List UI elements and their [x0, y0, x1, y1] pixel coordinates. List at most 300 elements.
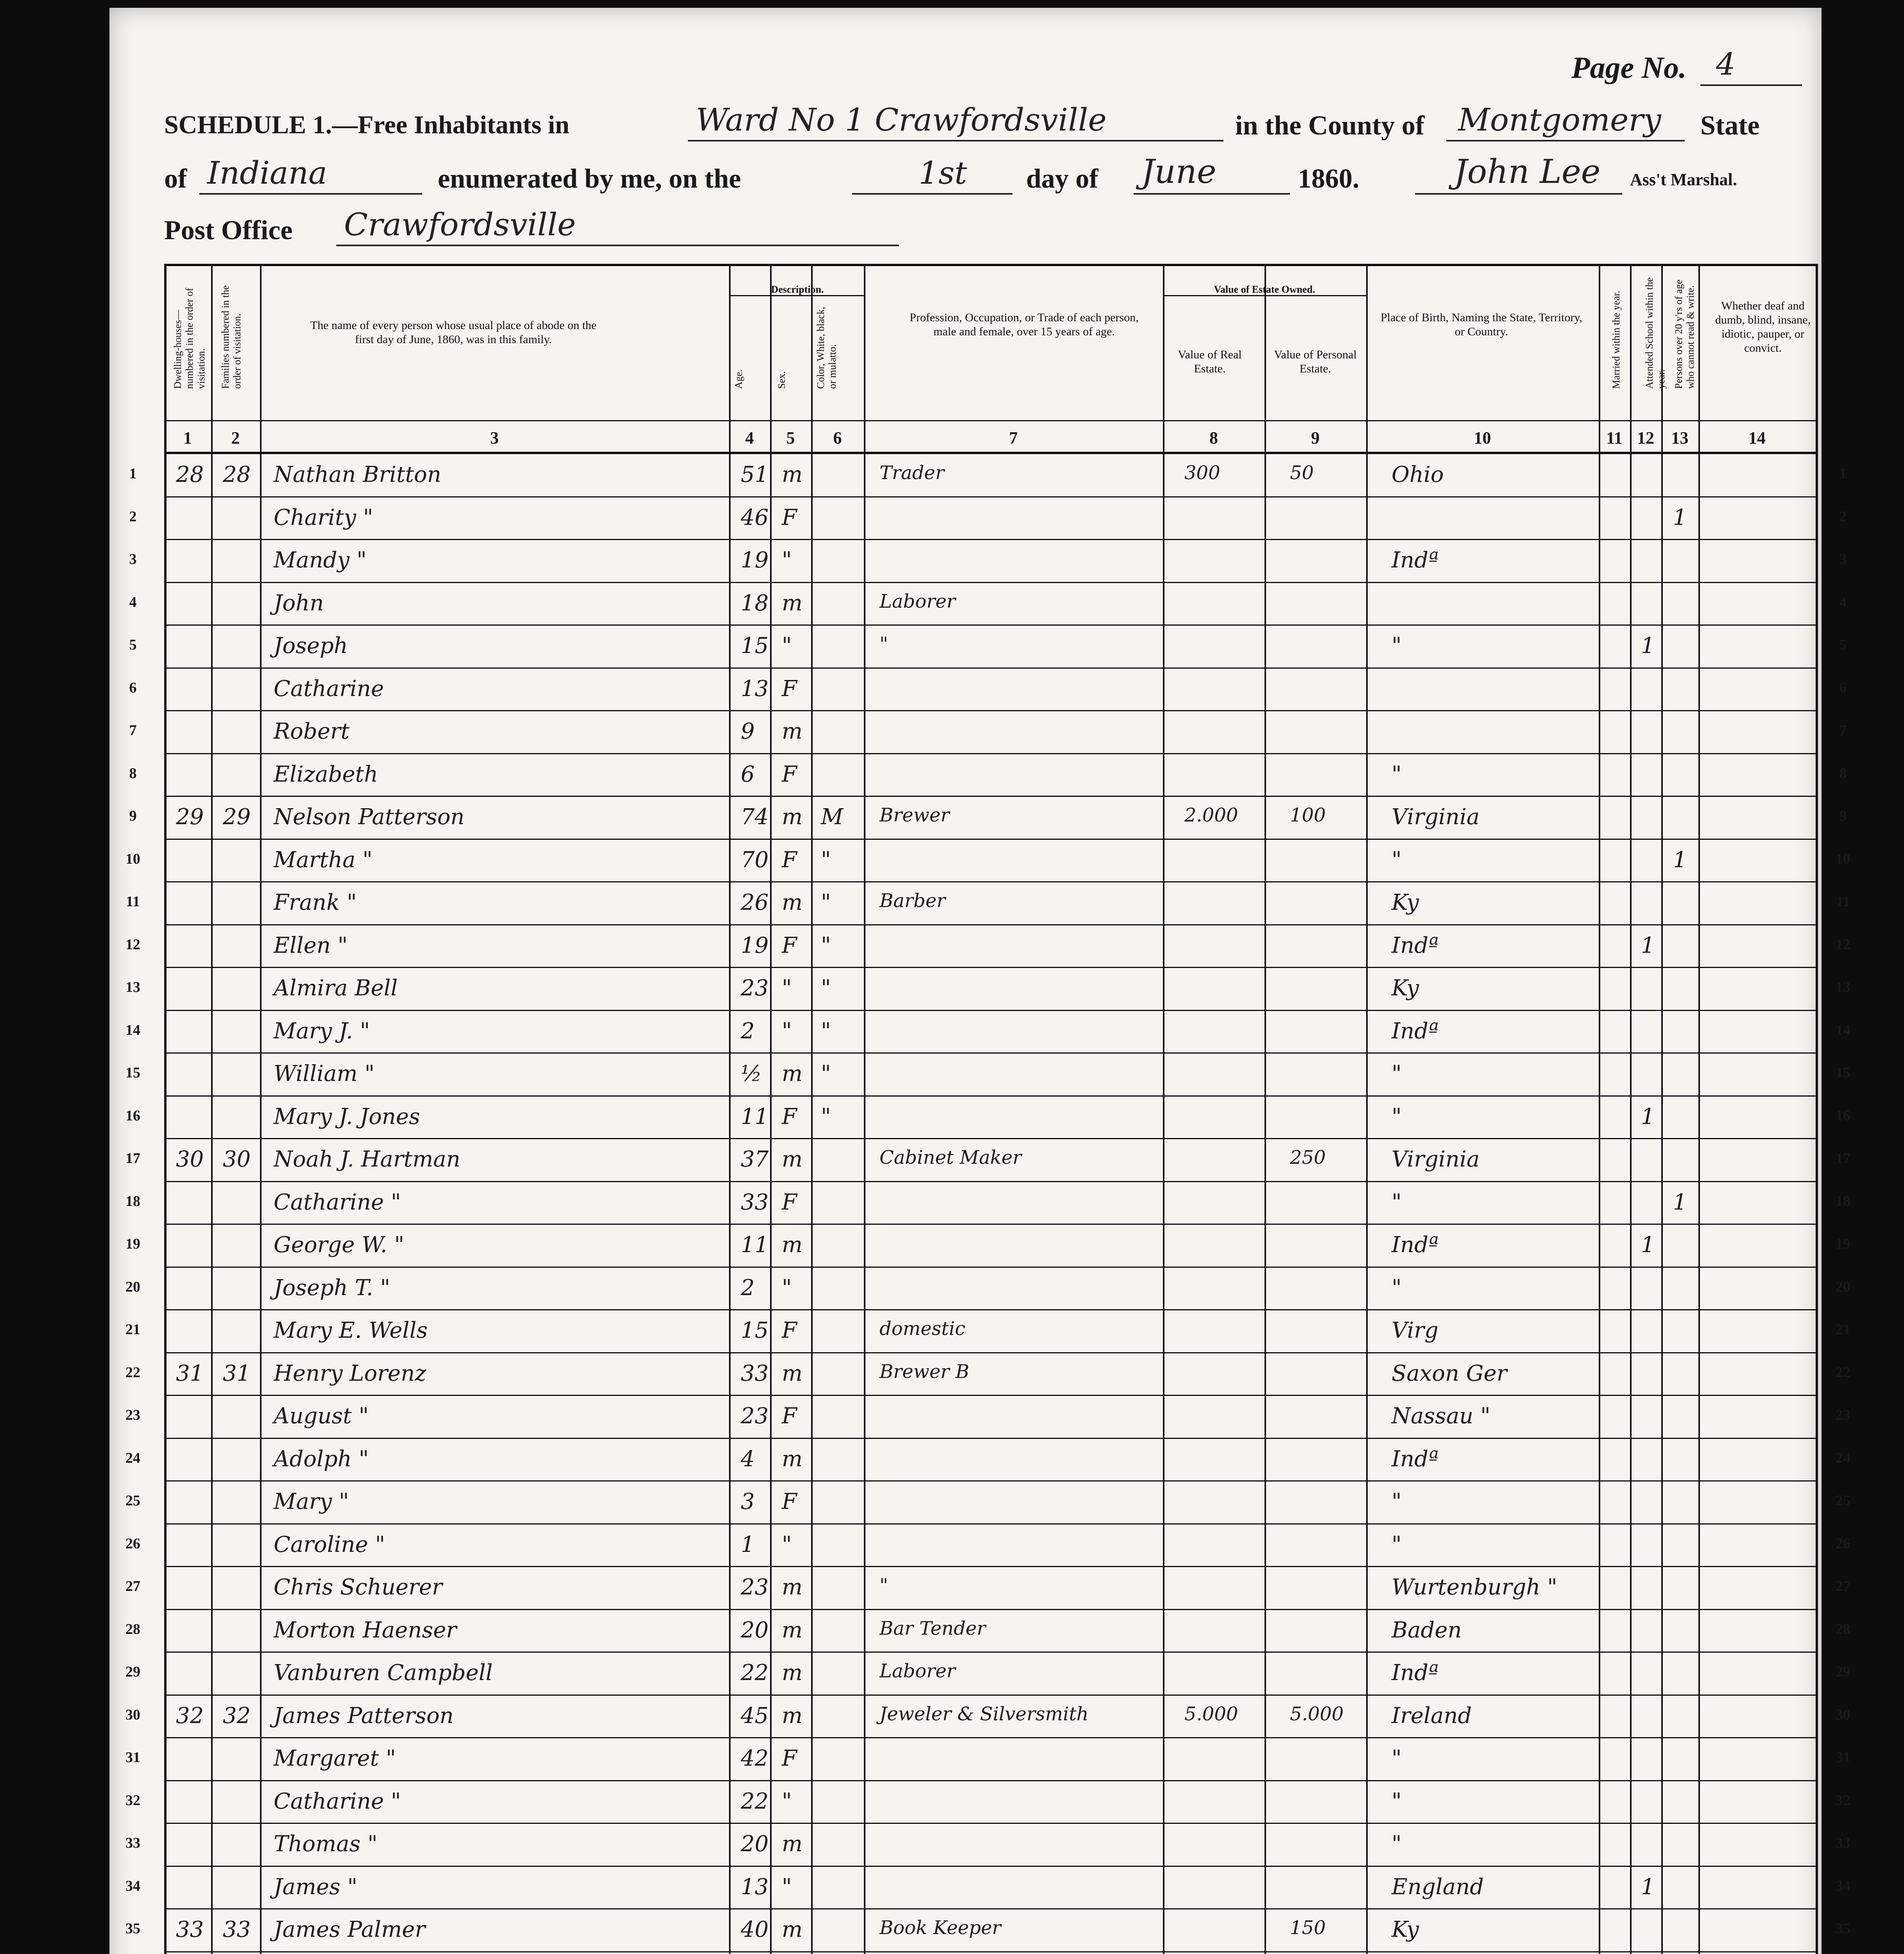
line-number: 16	[125, 1107, 140, 1124]
occupation: Cabinet Maker	[879, 1147, 1022, 1168]
column-number: 2	[231, 428, 240, 447]
line-number: 16	[1836, 1107, 1850, 1124]
column-number: 12	[1637, 428, 1654, 447]
grid-vline	[770, 264, 772, 1954]
family-number: 31	[223, 1360, 251, 1386]
col-5-header: Sex.	[776, 371, 787, 389]
place-of-birth: Indª	[1392, 548, 1439, 573]
place-of-birth: Nassau "	[1392, 1403, 1490, 1429]
person-name: Thomas "	[274, 1831, 378, 1857]
col-2-header: Families numbered in the order of visitation.	[220, 285, 243, 389]
place-of-birth: "	[1392, 847, 1402, 873]
grid-hline	[164, 539, 1816, 540]
grid-hline	[164, 1951, 1816, 1952]
line-number: 8	[129, 765, 137, 782]
family-number: 30	[223, 1147, 251, 1172]
line-number: 5	[129, 637, 137, 653]
grid-hline	[164, 1224, 1816, 1225]
occupation: "	[879, 1575, 888, 1596]
grid-hline	[164, 1609, 1816, 1610]
attended-school: 1	[1641, 633, 1655, 658]
cannot-read-write: 1	[1673, 1189, 1687, 1215]
column-number: 10	[1474, 428, 1491, 447]
place-of-birth: "	[1392, 1746, 1402, 1771]
person-name: Charity "	[274, 505, 373, 530]
line-number: 33	[125, 1835, 140, 1851]
grid-hline	[164, 1652, 1816, 1653]
line-number: 11	[126, 893, 140, 910]
col-6-header: Color, White, black, or mulatto.	[815, 306, 838, 389]
line-number: 9	[129, 808, 137, 824]
line-number: 15	[1836, 1065, 1850, 1081]
col-3-header: The name of every person whose usual place of abode on the first day of June, 1860, was in this family.	[310, 319, 597, 346]
person-name: Nelson Patterson	[274, 804, 465, 830]
sex: m	[782, 1617, 803, 1643]
sex: F	[782, 1746, 797, 1771]
person-name: Elizabeth	[274, 761, 378, 787]
person-name: Nathan Britton	[274, 462, 441, 487]
line-number: 12	[125, 936, 140, 953]
person-name: August "	[274, 1403, 369, 1429]
grid-hline	[164, 1523, 1816, 1525]
line-number: 34	[125, 1877, 140, 1894]
occupation: domestic	[879, 1318, 965, 1340]
age: 11	[741, 1232, 769, 1258]
dwelling-number: 29	[176, 804, 204, 830]
age: 19	[741, 548, 769, 573]
color: "	[821, 847, 831, 873]
person-name: John	[274, 590, 324, 616]
person-name: Catharine "	[274, 1788, 401, 1814]
column-number: 5	[786, 428, 795, 447]
sex: m	[782, 1061, 803, 1086]
day-of-label: day of	[1026, 164, 1098, 194]
family-number: 28	[223, 462, 251, 487]
sex: F	[782, 1104, 797, 1129]
sex: m	[782, 1147, 803, 1172]
line-number: 9	[1839, 808, 1847, 824]
sex: m	[782, 1446, 803, 1472]
family-number: 33	[223, 1917, 251, 1942]
enumeration-day: 1st	[919, 155, 967, 191]
line-number: 4	[1839, 594, 1847, 610]
grid-hline	[164, 1181, 1816, 1182]
place-of-birth: Indª	[1392, 1018, 1439, 1044]
age: 22	[741, 1788, 769, 1814]
grid-hline	[164, 839, 1816, 840]
age: 3	[741, 1489, 755, 1514]
place-of-birth: "	[1392, 1489, 1402, 1514]
dwelling-number: 33	[176, 1917, 204, 1942]
grid-vline	[164, 264, 167, 1954]
line-number: 32	[1836, 1792, 1850, 1809]
line-number: 24	[1836, 1449, 1850, 1466]
age: 37	[741, 1147, 769, 1172]
person-name: Adolph "	[274, 1446, 369, 1472]
person-name: George W. "	[274, 1232, 405, 1258]
grid-vline	[1366, 264, 1368, 1954]
place-of-birth: "	[1392, 1104, 1402, 1129]
age: 33	[741, 1189, 769, 1215]
sex: m	[782, 462, 803, 487]
grid-hline	[164, 667, 1816, 669]
grid-hline	[164, 1010, 1816, 1011]
sex: "	[782, 1532, 792, 1557]
real-estate-value: 5.000	[1184, 1703, 1238, 1725]
occupation: Laborer	[879, 590, 956, 612]
grid-hline	[164, 1566, 1816, 1567]
age: 13	[741, 676, 769, 701]
sex: m	[782, 804, 803, 830]
sex: m	[782, 719, 803, 744]
sex: m	[782, 1831, 803, 1857]
place-of-birth: Indª	[1392, 932, 1439, 958]
grid-hline	[164, 796, 1816, 797]
line-number: 1	[1839, 465, 1847, 482]
place-of-birth: "	[1392, 1061, 1402, 1086]
grid-vline	[1698, 264, 1700, 1954]
line-number: 25	[125, 1492, 140, 1509]
dwelling-number: 28	[176, 462, 204, 487]
age: 22	[741, 1660, 769, 1686]
line-number: 23	[1836, 1407, 1850, 1423]
color: "	[821, 975, 831, 1001]
place-of-birth: Ohio	[1392, 462, 1444, 487]
description-header: Description.	[771, 284, 824, 295]
age: ½	[741, 1061, 762, 1086]
page-number: 4	[1716, 47, 1736, 82]
line-number: 11	[1836, 893, 1850, 910]
age: 33	[741, 1360, 769, 1386]
cannot-read-write: 1	[1673, 505, 1687, 530]
line-number: 10	[1836, 850, 1850, 867]
person-name: Henry Lorenz	[274, 1360, 426, 1386]
line-number: 26	[1836, 1535, 1850, 1552]
age: 19	[741, 932, 769, 958]
person-name: William "	[274, 1061, 375, 1086]
column-number: 11	[1606, 428, 1623, 447]
grid-hline	[164, 1309, 1816, 1310]
grid-vline	[864, 264, 865, 1954]
sex: m	[782, 1917, 803, 1942]
line-number: 13	[125, 979, 140, 995]
place-of-birth: Virginia	[1392, 1147, 1480, 1172]
grid-hline	[164, 1480, 1816, 1482]
col-7-header: Profession, Occupation, or Trade of each person, male and female, over 15 years of age.	[910, 311, 1139, 338]
person-name: Mandy "	[274, 548, 367, 573]
col-11-header: Married within the year.	[1610, 290, 1622, 389]
age: 11	[741, 1104, 769, 1129]
grid-hline	[164, 1352, 1816, 1353]
column-number: 1	[183, 428, 192, 447]
attended-school: 1	[1641, 1232, 1655, 1258]
column-number: 9	[1311, 428, 1320, 447]
age: 42	[741, 1746, 769, 1771]
sex: F	[782, 1318, 797, 1343]
grid-vline	[1661, 264, 1663, 1954]
line-number: 19	[125, 1236, 140, 1252]
place-of-birth: "	[1392, 1189, 1402, 1215]
line-number: 3	[1839, 551, 1847, 567]
sex: F	[782, 1189, 797, 1215]
post-office-name: Crawfordsville	[344, 206, 576, 243]
grid-hline	[164, 753, 1816, 754]
line-number: 27	[125, 1578, 140, 1594]
enumerated-label: enumerated by me, on the	[438, 164, 741, 194]
sex: "	[782, 1275, 792, 1301]
col-14-header: Whether deaf and dumb, blind, insane, idiotic, pauper, or convict.	[1715, 299, 1811, 354]
person-name: James "	[274, 1874, 358, 1900]
state-name: Indiana	[207, 155, 327, 191]
personal-estate-value: 250	[1290, 1147, 1326, 1168]
person-name: Vanburen Campbell	[274, 1660, 493, 1686]
age: 2	[741, 1275, 755, 1301]
age: 13	[741, 1874, 769, 1900]
age: 18	[741, 590, 769, 616]
census-table	[125, 264, 1850, 1954]
personal-estate-value: 50	[1290, 462, 1314, 484]
occupation: "	[879, 633, 888, 655]
place-of-birth: England	[1392, 1874, 1484, 1900]
line-number: 2	[129, 508, 137, 525]
line-number: 18	[1836, 1193, 1850, 1210]
sex: F	[782, 1489, 797, 1514]
person-name: Mary J. Jones	[274, 1104, 420, 1129]
person-name: Mary J. "	[274, 1018, 370, 1044]
sex: F	[782, 761, 797, 787]
age: 20	[741, 1617, 769, 1643]
real-estate-value: 300	[1184, 462, 1220, 484]
age: 70	[741, 847, 769, 873]
grid-vline	[811, 264, 813, 1954]
enumeration-year: 1860.	[1298, 164, 1359, 194]
place-of-birth: Ky	[1392, 890, 1419, 915]
age: 9	[741, 719, 755, 744]
schedule-title: SCHEDULE 1.—Free Inhabitants in	[164, 111, 570, 139]
sex: F	[782, 676, 797, 701]
place-of-birth: "	[1392, 1275, 1402, 1301]
person-name: Catharine	[274, 676, 384, 701]
place-of-birth: "	[1392, 761, 1402, 787]
sex: F	[782, 1403, 797, 1429]
value-estate-header: Value of Estate Owned.	[1214, 284, 1315, 295]
person-name: Noah J. Hartman	[274, 1147, 460, 1172]
sex: m	[782, 1660, 803, 1686]
county-name: Montgomery	[1458, 102, 1661, 138]
occupation: Trader	[879, 462, 944, 484]
age: 51	[741, 462, 769, 487]
sex: F	[782, 932, 797, 958]
line-number: 10	[125, 850, 140, 867]
grid-vline	[1265, 264, 1266, 1954]
person-name: Mary "	[274, 1489, 349, 1514]
personal-estate-value: 100	[1290, 804, 1326, 826]
grid-hline	[164, 1866, 1816, 1867]
column-number: 6	[833, 428, 842, 447]
sex: "	[782, 633, 792, 658]
line-number: 22	[1836, 1364, 1850, 1381]
grid-hline	[164, 1737, 1816, 1738]
col-1-header: Dwelling-houses—numbered in the order of visitation.	[172, 288, 207, 389]
color: "	[821, 1104, 831, 1129]
age: 15	[741, 633, 769, 658]
line-number: 31	[1836, 1749, 1850, 1766]
occupation: Laborer	[879, 1660, 956, 1682]
line-number: 3	[129, 551, 137, 567]
age: 23	[741, 975, 769, 1001]
place-of-birth: "	[1392, 1532, 1402, 1557]
person-name: Caroline "	[274, 1532, 385, 1557]
sex: "	[782, 975, 792, 1001]
line-number: 35	[1836, 1920, 1850, 1937]
line-number: 30	[1836, 1706, 1850, 1723]
age: 23	[741, 1403, 769, 1429]
column-number: 7	[1009, 428, 1018, 447]
sex: "	[782, 1874, 792, 1900]
place-of-birth: Ireland	[1392, 1703, 1472, 1729]
line-number: 15	[125, 1065, 140, 1081]
line-number: 23	[125, 1407, 140, 1423]
marshal-label: Ass't Marshal.	[1630, 170, 1737, 189]
grid-hline	[164, 1438, 1816, 1439]
person-name: Almira Bell	[274, 975, 398, 1001]
line-number: 33	[1836, 1835, 1850, 1851]
grid-hline	[164, 420, 1816, 421]
line-number: 35	[125, 1920, 140, 1937]
place-of-birth: Indª	[1392, 1660, 1439, 1686]
place-of-birth: Ky	[1392, 975, 1419, 1001]
line-number: 13	[1836, 979, 1850, 995]
age: 23	[741, 1575, 769, 1600]
family-number: 32	[223, 1703, 251, 1729]
place-of-birth: "	[1392, 1831, 1402, 1857]
line-number: 30	[125, 1706, 140, 1723]
line-number: 5	[1839, 637, 1847, 653]
grid-hline	[164, 496, 1816, 497]
attended-school: 1	[1641, 1874, 1655, 1900]
person-name: Robert	[274, 719, 350, 744]
grid-hline	[164, 1823, 1816, 1824]
census-page	[109, 8, 1850, 1954]
page-number-label: Page No.	[1571, 50, 1687, 84]
post-office-label: Post Office	[164, 215, 293, 245]
person-name: Catharine "	[274, 1189, 401, 1215]
county-label: in the County of	[1235, 111, 1425, 141]
line-number: 12	[1836, 936, 1850, 953]
line-number: 18	[125, 1193, 140, 1210]
line-number: 8	[1839, 765, 1847, 782]
line-number: 29	[125, 1664, 140, 1680]
col-13-header: Persons over 20 y'rs of age who cannot read & write.	[1673, 279, 1696, 389]
age: 2	[741, 1018, 755, 1044]
grid-hline	[164, 1780, 1816, 1781]
place-of-birth: "	[1392, 1788, 1402, 1814]
line-number: 7	[1839, 722, 1847, 739]
person-name: Mary E. Wells	[274, 1318, 428, 1343]
attended-school: 1	[1641, 932, 1655, 958]
grid-hline	[164, 1267, 1816, 1268]
place-of-birth: "	[1392, 633, 1402, 658]
grid-hline	[164, 264, 1816, 266]
line-number: 7	[129, 722, 137, 739]
age: 1	[741, 1532, 755, 1557]
place-of-birth: Indª	[1392, 1446, 1439, 1472]
place-of-birth: Virginia	[1392, 804, 1480, 830]
sex: "	[782, 1788, 792, 1814]
line-number: 28	[125, 1621, 140, 1637]
color: "	[821, 932, 831, 958]
person-name: Joseph	[274, 633, 348, 658]
sex: F	[782, 847, 797, 873]
grid-hline	[164, 452, 1816, 454]
line-number: 2	[1839, 508, 1847, 525]
line-number: 19	[1836, 1236, 1850, 1252]
line-number: 21	[1836, 1321, 1850, 1338]
column-number: 4	[745, 428, 754, 447]
line-number: 17	[125, 1150, 140, 1167]
col-12-header: Attended School within the year.	[1644, 277, 1667, 389]
grid-hline	[164, 1908, 1816, 1909]
sex: m	[782, 1232, 803, 1258]
person-name: James Palmer	[274, 1917, 426, 1942]
grid-hline	[164, 1138, 1816, 1139]
person-name: Frank "	[274, 890, 357, 915]
age: 20	[741, 1831, 769, 1857]
occupation: Jeweler & Silversmith	[879, 1703, 1089, 1725]
marshal-name: John Lee	[1454, 152, 1601, 191]
line-number: 32	[125, 1792, 140, 1809]
family-number: 29	[223, 804, 251, 830]
place-of-birth: Virg	[1392, 1318, 1438, 1343]
real-estate-value: 2.000	[1184, 804, 1238, 826]
line-number: 27	[1836, 1578, 1850, 1594]
line-number: 26	[125, 1535, 140, 1552]
line-number: 24	[125, 1449, 140, 1466]
age: 4	[741, 1446, 755, 1472]
dwelling-number: 31	[176, 1360, 204, 1386]
sex: m	[782, 1575, 803, 1600]
grid-hline	[164, 582, 1816, 583]
sex: "	[782, 548, 792, 573]
person-name: Martha "	[274, 847, 373, 873]
col-8-header: Value of Real Estate.	[1178, 348, 1242, 375]
age: 26	[741, 890, 769, 915]
column-number: 14	[1748, 428, 1766, 447]
place-of-birth: Wurtenburgh "	[1392, 1575, 1557, 1600]
sex: m	[782, 590, 803, 616]
age: 46	[741, 505, 769, 530]
grid-hline	[164, 1052, 1816, 1054]
age: 15	[741, 1318, 769, 1343]
grid-vline	[1816, 264, 1818, 1954]
person-name: Ellen "	[274, 932, 348, 958]
grid-vline	[729, 264, 731, 1954]
occupation: Barber	[879, 890, 946, 912]
personal-estate-value: 5.000	[1290, 1703, 1344, 1725]
line-number: 25	[1836, 1492, 1850, 1509]
line-number: 1	[129, 465, 137, 482]
line-number: 21	[125, 1321, 140, 1338]
color: M	[821, 804, 844, 830]
occupation: Brewer B	[879, 1360, 969, 1383]
cannot-read-write: 1	[1673, 847, 1687, 873]
sex: m	[782, 890, 803, 915]
line-number: 20	[1836, 1278, 1850, 1295]
line-number: 6	[129, 679, 137, 696]
line-number: 4	[129, 594, 137, 610]
grid-hline	[164, 881, 1816, 882]
line-number: 29	[1836, 1664, 1850, 1680]
